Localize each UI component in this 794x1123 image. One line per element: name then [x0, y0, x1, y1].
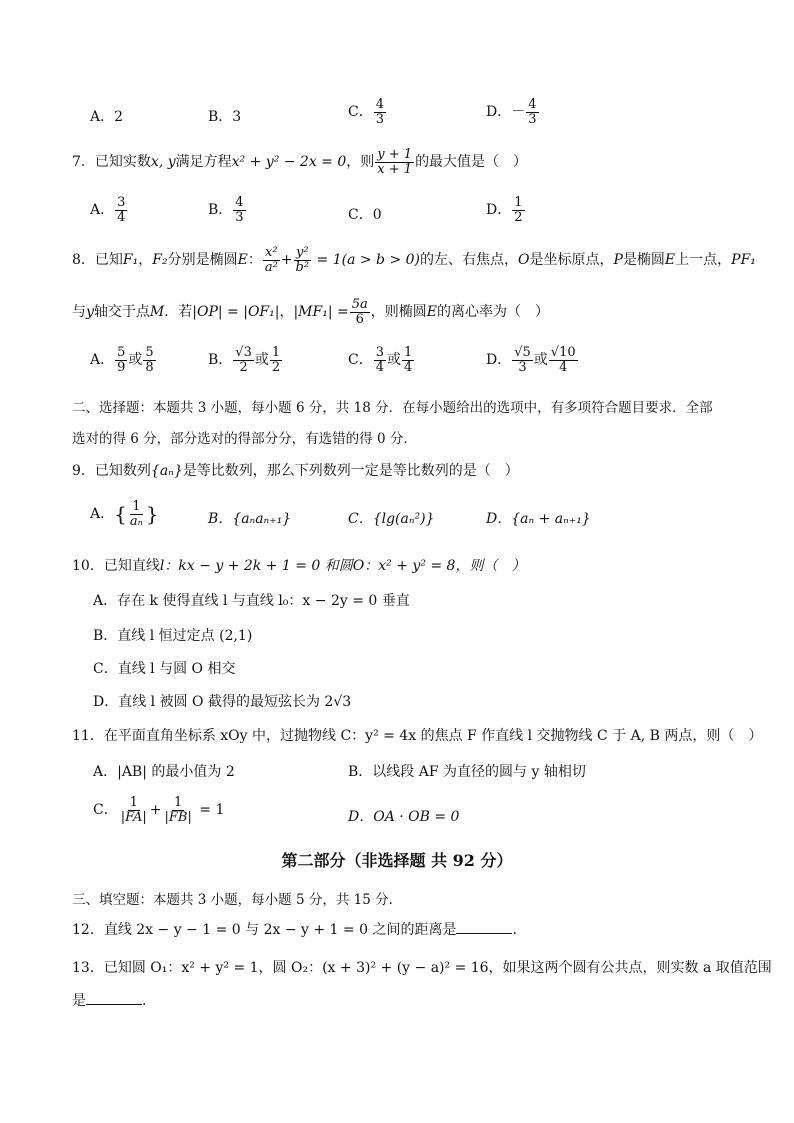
- q7-stem: 7．已知实数x, y满足方程x² + y² − 2x = 0，则 $\frac{y + 1}{x + 1}$ 的最大值是（ ）: [72, 147, 528, 177]
- q10-option-d: D．直线 l 被圆 O 截得的最短弦长为 2√3: [93, 694, 352, 710]
- section3-heading: 三、填空题：本题共 3 小题，每小题 5 分，共 15 分．: [72, 892, 403, 908]
- q11-option-a: A．|AB| 的最小值为 2: [93, 764, 235, 780]
- q10-option-a: A．存在 k 使得直线 l 与直线 l₀：x − 2y = 0 垂直: [93, 593, 410, 609]
- q9-option-d: D．{aₙ + aₙ₊₁}: [486, 511, 591, 527]
- q6-option-a: A．2: [90, 109, 124, 125]
- q8-stem-line1: 8．已知F₁，F₂分别是椭圆E： $\frac{\text{x²}}{\text{a²}}$ + $\frac{\text{y²}}{\text{b²}}$ = 1(a > b > 0)的左、右焦点，O是坐标原点，P是椭圆E上一点，PF₁: [72, 245, 756, 275]
- part2-title: 第二部分（非选择题 共 92 分）: [281, 851, 513, 870]
- section2-heading-line1: 二、选择题：本题共 3 小题，每小题 6 分，共 18 分．在每小题给出的选项中，有多项符合题目要求．全部: [72, 400, 713, 416]
- q7-option-c: C．0: [348, 207, 382, 223]
- q8-stem-line2: 与y轴交于点M．若|OP| = |OF₁|，|MF₁| = $\frac{5a}{6}$ ，则椭圆E的离心率为（ ）: [72, 297, 550, 327]
- q7-option-b: B． $\frac{4}{3}$: [208, 195, 244, 225]
- q6-option-d: D．－ $\frac{4}{3}$: [486, 97, 537, 127]
- q11-option-d: D．OA · OB = 0: [348, 809, 460, 825]
- q13-stem-line1: 13．已知圆 O₁：x² + y² = 1，圆 O₂：(x + 3)² + (y − a)² = 16，如果这两个圆有公共点，则实数 a 取值范围: [72, 960, 772, 976]
- q9-stem: 9．已知数列{aₙ}是等比数列，那么下列数列一定是等比数列的是（ ）: [72, 463, 519, 479]
- q9-option-b: B．{aₙaₙ₊₁}: [208, 511, 292, 527]
- q11-option-c: C． $\frac{1}{|FA|}$ + $\frac{1}{|FB|}$ = 1: [93, 795, 225, 825]
- q6-option-c: C． $\frac{4}{3}$: [348, 97, 384, 127]
- q8-option-d: D． $\frac{√5}{3}$ 或 $\frac{√10}{4}$: [486, 345, 576, 375]
- q7-option-a: A． $\frac{3}{4}$: [90, 195, 126, 225]
- q10-option-b: B．直线 l 恒过定点 (2,1): [93, 628, 253, 644]
- q13-answer-blank[interactable]: [86, 992, 142, 1005]
- q11-option-b: B．以线段 AF 为直径的圆与 y 轴相切: [348, 764, 586, 780]
- q10-option-c: C．直线 l 与圆 O 相交: [93, 661, 236, 677]
- q13-stem-line2: 是 ．: [72, 993, 156, 1009]
- q12-stem: 12．直线 2x − y − 1 = 0 与 2x − y + 1 = 0 之间的距离是 ．: [72, 922, 527, 938]
- q6-option-b: B．3: [208, 109, 242, 125]
- q8-option-c: C． $\frac{3}{4}$ 或 $\frac{1}{4}$: [348, 345, 413, 375]
- q9-option-a: A．{ $\frac{1}{\text{aₙ}}$ }: [90, 499, 159, 529]
- section2-heading-line2: 选对的得 6 分，部分选对的得部分分，有选错的得 0 分．: [72, 431, 417, 447]
- q8-option-a: A． $\frac{5}{9}$ 或 $\frac{5}{8}$: [90, 345, 154, 375]
- q10-stem: 10．已知直线l：kx − y + 2k + 1 = 0 和圆O：x² + y² = 8，则（ ）: [72, 558, 526, 574]
- q7-option-d: D． $\frac{1}{2}$: [486, 195, 523, 225]
- q11-stem: 11．在平面直角坐标系 xOy 中，过抛物线 C：y² = 4x 的焦点 F 作直线 l 交抛物线 C 于 A, B 两点，则（ ）: [72, 728, 763, 744]
- q12-answer-blank[interactable]: [456, 921, 512, 934]
- q8-option-b: B． $\frac{√3}{2}$ 或 $\frac{1}{2}$: [208, 345, 281, 375]
- q9-option-c: C．{lg(aₙ²)}: [348, 511, 435, 527]
